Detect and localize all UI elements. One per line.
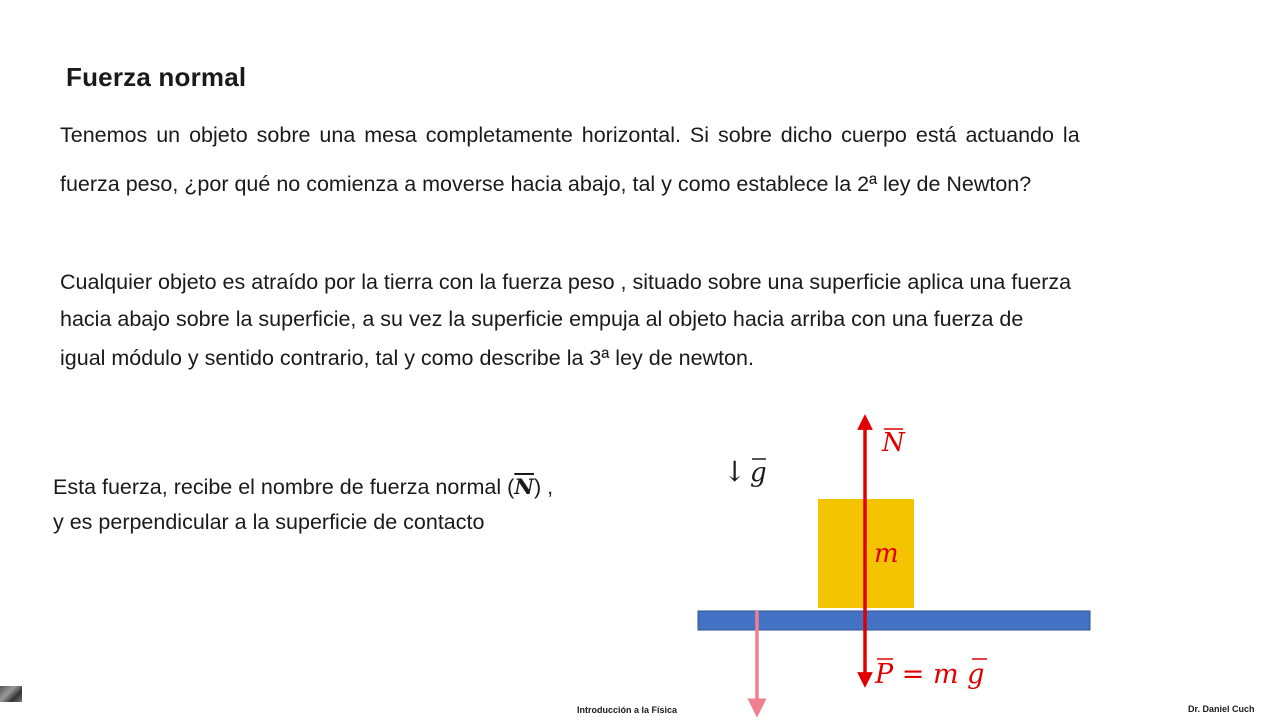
weight-gravity-symbol: g xyxy=(967,659,985,690)
weight-symbol: P xyxy=(875,659,894,690)
answer-line-2: hacia abajo sobre la superficie, a su vez la superficie empuja al objeto hacia arriba con una fuerza de xyxy=(60,307,1024,331)
gravity-arrow-icon: ↓ xyxy=(723,455,747,488)
slide-title: Fuerza normal xyxy=(66,62,247,92)
question-line-2: fuerza peso, ¿por qué no comienza a moverse hacia abajo, tal y como establece la 2ª ley de Newton? xyxy=(60,172,1032,196)
normal-definition-pre: Esta fuerza, recibe el nombre de fuerza normal ( xyxy=(53,475,515,499)
normal-label: N xyxy=(882,428,905,458)
question-line-1: Tenemos un objeto sobre una mesa completamente horizontal. Si sobre dicho cuerpo está actuando la xyxy=(60,123,1080,147)
normal-symbol: $\overline{N}$ xyxy=(514,475,534,500)
mass-label: m xyxy=(874,539,899,569)
presenter-thumbnail xyxy=(0,686,22,702)
answer-line-3: igual módulo y sentido contrario, tal y como describe la 3ª ley de newton. xyxy=(60,346,754,370)
normal-definition-line-2: y es perpendicular a la superficie de contacto xyxy=(53,510,485,534)
normal-definition-post: ) , xyxy=(533,475,554,499)
gravity-symbol: g xyxy=(750,458,767,488)
footer-course: Introducción a la Física xyxy=(577,705,678,715)
weight-label xyxy=(874,659,984,690)
weight-equation: = m xyxy=(893,659,968,690)
answer-line-1: Cualquier objeto es atraído por la tierra con la fuerza peso , situado sobre una superficie aplica una fuerza xyxy=(60,270,1072,294)
footer-author: Dr. Daniel Cuch xyxy=(1188,704,1255,714)
